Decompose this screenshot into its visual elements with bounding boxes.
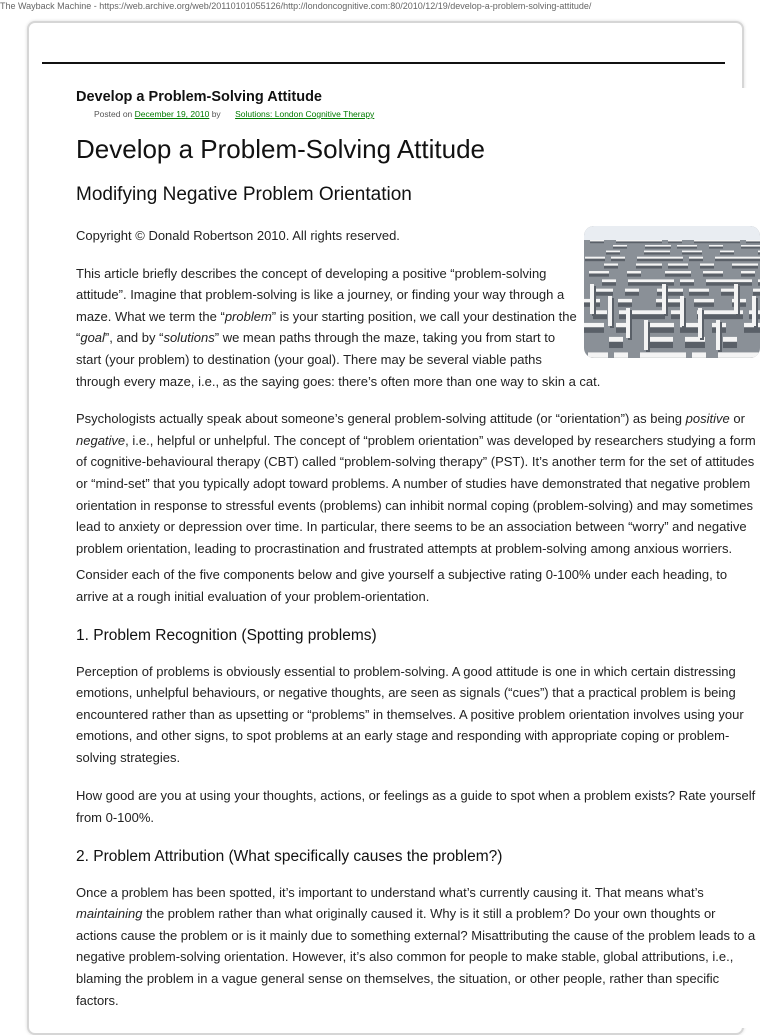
maze-wall-vertical-top [662,284,666,314]
maze-wall-top [682,251,702,253]
maze-wall-side [680,282,694,286]
maze-wall-side [604,265,618,268]
posted-on-label: Posted on [94,109,133,119]
consider-paragraph: Consider each of the five components below and give yourself a subjective rating 0-100% under each heading, to arrive at a rough initial evaluation of your problem-orientation. [76,567,728,604]
maze-wall-top [609,337,623,342]
maze-wall-vertical-top [644,320,648,350]
maze-wall-vertical-top [716,320,720,350]
maze-wall-side [589,273,609,277]
maze-wall-top [723,337,737,342]
maze-wall-side [611,258,625,261]
maze-wall-top [642,240,662,241]
maze-wall-top [613,245,627,247]
maze-wall-side [741,258,760,261]
post-meta [94,108,758,120]
maze-wall-side [689,291,709,295]
maze-wall-vertical-top [752,296,756,326]
maze-wall-side [618,302,632,307]
maze-wall-side [668,265,688,268]
maze-wall-top [720,251,734,253]
by-label: by [211,109,221,119]
maze-wall-side [628,282,654,286]
entry-title[interactable]: Develop a Problem-Solving Attitude [76,89,322,105]
maze-wall-top [589,271,609,273]
maze-image [584,226,760,358]
maze-wall-top [584,323,604,327]
post-content [76,87,758,1011]
maze-wall-top [636,263,662,265]
maze-wall-top [606,251,620,253]
maze-wall-top [627,271,641,273]
maze-wall-top [732,263,758,265]
maze-wall-vertical-top [698,308,702,338]
maze-wall-top [590,240,604,241]
maze-wall-top [628,279,654,282]
maze-wall-side [656,302,682,307]
maze-wall-side [636,265,662,268]
maze-wall-top [741,257,760,259]
maze-wall-side [746,241,760,243]
maze-wall-top [758,279,760,282]
section-1-rating-prompt: How good are you at using your thoughts, actions, or feelings as a guide to spot when a problem exists? Rate yourself from 0-100%. [76,788,756,826]
maze-wall-side [627,273,641,277]
maze-wall-top [706,279,732,282]
maze-wall-top [709,245,723,247]
maze-wall-top [654,279,674,282]
header-divider [42,62,725,64]
maze-wall-side [741,246,760,248]
maze-wall-top [720,240,740,241]
section-1-heading: 1. Problem Recognition (Spotting problems) [76,626,377,644]
maze-wall-top [602,279,616,282]
section-2-paragraph: Once a problem has been spotted, it’s important to understand what’s currently causing it. That means what’s maintaining the problem rather than what originally caused it. Why is it still a problem? Do your own thoughts or actions cause the problem or is it mainly due to something external? Misattributing the cause of the problem leads to a negative problem-solving orientation. However, it’s also common for people to make stable, global attributions, i.e., blaming the problem in a vague general sense on themselves, the situation, or other people, rather than specific factors. [76,884,756,1008]
maze-wall-top [689,257,703,259]
maze-wall-side [706,282,732,286]
maze-wall-top [715,257,741,259]
maze-wall-side [637,258,663,261]
maze-wall-side [741,273,755,277]
maze-wall-side [613,246,627,248]
maze-wall-top [625,289,639,292]
maze-wall-side [720,252,734,255]
maze-wall-top [703,271,723,273]
maze-wall-top [732,279,752,282]
maze-wall-top [718,352,744,357]
maze-wall-vertical-top [608,296,612,326]
maze-wall-side [694,302,714,307]
maze-wall-side [663,258,683,261]
maze-wall-top [746,240,760,241]
maze-wall-top [656,299,682,302]
maze-wall-top [689,289,709,292]
maze-wall-top [666,352,686,357]
maze-wall-side [625,291,639,295]
maze-wall-vertical-top [626,308,630,338]
maze-wall-top [758,251,760,253]
maze-wall-side [585,258,605,261]
maze-wall-top [611,257,625,259]
maze-wall-top [640,352,666,357]
maze-wall-side [677,246,697,248]
intro-paragraph: This article briefly describes the concept of developing a positive “problem-solving attitude”. Imagine that problem-solving is like a journey, or finding your way through a maze. What we term the “problem” is your starting position, we call your destination the “goal”, and by “solutions” we mean paths through the maze, taking you from start to start (your problem) to destination (your goal). There may be several viable paths through every maze, i.e., as the saying goes: there’s often more than one way to skin a cat. [76,265,601,389]
maze-wall-top [668,263,688,265]
maze-wall-side [685,341,705,348]
maze-wall-top [677,245,697,247]
maze-wall-top [618,299,632,302]
maze-wall-top [644,251,670,253]
maze-wall-side [645,314,665,320]
maze-wall-top [645,245,671,247]
maze-wall-vertical-top [734,284,738,314]
maze-wall-side [665,273,691,277]
maze-wall-side [753,291,760,295]
maze-wall-top [614,352,628,357]
maze-wall-top [680,279,694,282]
maze-wall-side [758,252,760,255]
maze-wall-top [694,240,720,241]
maze-wall-side [609,341,623,348]
maze-wall-top [616,240,642,241]
maze-wall-side [584,327,604,333]
author-link[interactable]: Solutions: London Cognitive Therapy [235,109,375,119]
maze-wall-side [645,246,671,248]
maze-wall-side [616,241,642,243]
maze-wall-side [689,258,703,261]
maze-wall-side [709,246,723,248]
maze-wall-top [668,240,682,241]
psychologists-paragraph: Psychologists actually speak about someone’s general problem-solving attitude (or “orientation”) as being positive or negative, i.e., helpful or unhelpful. The concept of “problem orientation” was developed by researchers studying a form of cognitive-behavioural therapy (CBT) called “problem-solving therapy” (PST). It’s another term for the set of attitudes or “mind-set” that you typically adopt toward problems. A number of studies have demonstrated that negative problem orientation in response to stressful events (problems) can inhibit normal coping (problem-solving) and may sometimes lead to anxiety or depression over time. In particular, there seems to be an association between “worry” and negative problem orientation, leading to procrastination and frustrated attempts at problem-solving among anxious worriers. [76,411,756,556]
maze-wall-top [648,323,674,327]
maze-wall-top [694,299,714,302]
maze-wall-side [720,241,740,243]
maze-wall-top [741,271,755,273]
maze-wall-top [647,337,673,342]
maze-wall-top [585,257,605,259]
maze-wall-side [602,282,616,286]
maze-wall-vertical-top [680,296,684,326]
maze-wall-side [647,341,673,348]
article-title: Develop a Problem-Solving Attitude [76,134,486,164]
maze-wall-side [700,265,714,268]
maze-wall-top [692,352,706,357]
maze-wall-side [648,327,674,333]
copyright-notice: Copyright © Donald Robertson 2010. All rights reserved. [76,228,400,243]
maze-graphic [584,226,760,358]
section-1-paragraph: Perception of problems is obviously essential to problem-solving. A good attitude is one in which certain distressing emotions, unhelpful behaviours, or negative thoughts, are seen as signals (“cues”) that a practical problem is being encountered rather than as upsetting or “problems” in themselves. A positive problem orientation involves using your emotions, and other signs, to spot problems at an early stage and responding with appropriate coping or problem-solving strategies. [76,663,744,765]
maze-wall-side [590,241,604,243]
maze-wall-top [721,289,735,292]
maze-wall-side [657,291,683,295]
maze-wall-side [721,291,735,295]
maze-wall-side [715,258,741,261]
maze-wall-side [758,282,760,286]
maze-wall-side [682,252,702,255]
maze-wall-side [723,341,737,348]
maze-wall-top [657,289,683,292]
maze-wall-side [703,273,723,277]
maze-wall-side [668,241,682,243]
wayback-url-bar: The Wayback Machine - https://web.archive.org/web/20110101055126/http://londoncognitive.com:80/2010/12/19/develop-a-problem-solving-attitude/ [0,1,592,11]
maze-wall-top [665,271,691,273]
maze-wall-side [732,265,758,268]
maze-wall-top [663,257,683,259]
section-2-heading: 2. Problem Attribution (What specifically causes the problem?) [76,847,503,865]
maze-wall-side [644,252,670,255]
maze-wall-side [694,241,720,243]
maze-horizon [584,226,760,240]
maze-wall-top [604,263,618,265]
maze-wall-top [753,289,760,292]
maze-wall-vertical-top [590,284,594,314]
maze-wall-top [637,257,663,259]
maze-wall-side [606,252,620,255]
maze-wall-top [588,352,608,357]
post-date-link[interactable]: December 19, 2010 [134,109,210,119]
maze-wall-top [700,263,714,265]
article-subtitle: Modifying Negative Problem Orientation [76,184,412,205]
maze-wall-top [741,245,760,247]
maze-wall-side [642,241,662,243]
